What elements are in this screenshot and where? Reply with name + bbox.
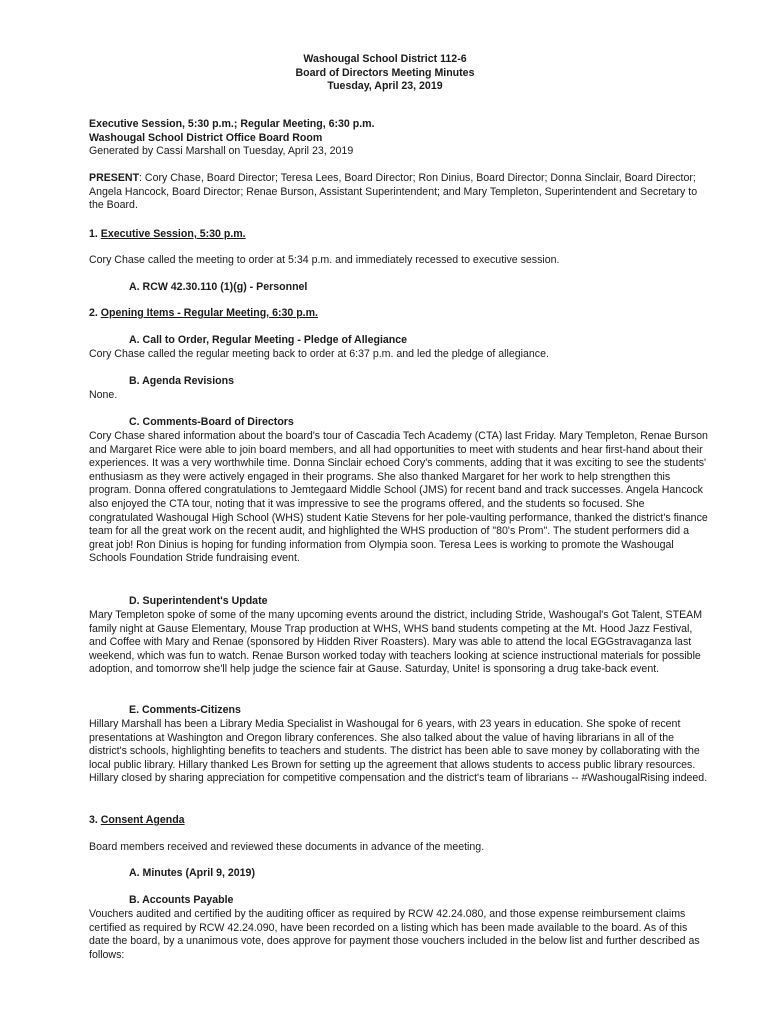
item-a-title: A. Call to Order, Regular Meeting - Pledge of Allegiance — [129, 334, 408, 346]
section-title: Opening Items - Regular Meeting, 6:30 p.m. — [100, 307, 318, 319]
session-times: Executive Session, 5:30 p.m.; Regular Meeting, 6:30 p.m. — [89, 118, 375, 130]
section-3-heading — [89, 814, 709, 828]
item-d-body: Mary Templeton spoke of some of the many upcoming events around the district, including Stride, Washougal's Got Talent, STEAM family night at Gause Elementary, Mouse Trap production at WHS, WHS band students competing at the Mt. Hood Jazz Festival, and Coffee with Mary and Renae (sponsored by Hidden River Roasters). Mary was able to attend the local EGGstravaganza last weekend, which was fun to watch. Renae Burson worked today with teachers looking at science instructional materials for possible adoption, and tomorrow she'll help judge the science fair at Gause. Saturday, Unite! is sponsoring a drug take-back event. — [89, 609, 703, 676]
item-b-body: None. — [89, 389, 118, 401]
item-a-body: Cory Chase called the regular meeting back to order at 6:37 p.m. and led the pledge of allegiance. — [89, 348, 549, 360]
present-list: : Cory Chase, Board Director; Teresa Lees, Board Director; Ron Dinius, Board Director; Donna Sinclair, Board Director; Angela Hancock, Board Director; Renae Burson, Assistant Superintendent; and Mary Templeton, Superintendent and Secretary to the Board. — [89, 172, 698, 212]
item-e-title: E. Comments-Citizens — [129, 704, 241, 716]
section-title: Executive Session, 5:30 p.m. — [100, 228, 246, 240]
meeting-date: Tuesday, April 23, 2019 — [327, 80, 443, 93]
item-b-title: B. Agenda Revisions — [129, 375, 234, 387]
document-title: Board of Directors Meeting Minutes — [295, 66, 475, 79]
section-2-heading — [89, 307, 709, 321]
section-title: Consent Agenda — [100, 814, 185, 826]
item-c-body: Cory Chase shared information about the board's tour of Cascadia Tech Academy (CTA) last Friday. Mary Templeton, Renae Burson and Margaret Rice were able to join board members, and all had opportunities to meet with students and hear first-hand about their experiences. It was a very worthwhile time. Donna Sinclair echoed Cory's comments, adding that it was exciting to see the students' enthusiasm as they were actively engaged in their programs. She also thanked Margaret for her work to help strengthen this program. Donna offered congratulations to Jemtegaard Middle School (JMS) for recent band and track successes. Angela Hancock also enjoyed the CTA tour, noting that it was impressive to see the programs offered, and the students so focused. She congratulated Washougal High School (WHS) student Katie Stevens for her pole-vaulting performance, thanked the district's finance team for all the great work on the recent audit, and highlighted the WHS production of "80's Prom". The student performers did a great job! Ron Dinius is hoping for funding information from Olympia soon. Teresa Lees is working to promote the Washougal Schools Foundation Stride fundraising event. — [89, 430, 708, 565]
section-1-item-a: A. RCW 42.30.110 (1)(g) - Personnel — [129, 281, 308, 293]
section-1-body: Cory Chase called the meeting to order at 5:34 p.m. and immediately recessed to executive session. — [89, 254, 560, 266]
item-e-body: Hillary Marshall has been a Library Media Specialist in Washougal for 6 years, with 23 years in education. She spoke of recent presentations at Washington and Oregon library conferences. She also talked about the value of having librarians in all of the district's schools, highlighting benefits to teachers and students. The district has been able to save money by collaborating with the local public library. Hillary thanked Les Brown for setting up the agreement that allows students to access public library resources. Hillary closed by sharing appreciation for competitive compensation and the district's team of librarians -- #WashougalRising indeed. — [89, 718, 708, 785]
item-d-title: D. Superintendent's Update — [129, 595, 268, 607]
item-accounts-title: B. Accounts Payable — [129, 894, 234, 906]
item-accounts-body: Vouchers audited and certified by the auditing officer as required by RCW 42.24.080, and those expense reimbursement claims certified as required by RCW 42.24.090, have been recorded on a listing which has been made available to the board. As of this date the board, by a unanimous vote, does approve for payment those vouchers included in the below list and further described as follows: — [89, 908, 700, 961]
district-name: Washougal School District 112-6 — [303, 53, 467, 65]
item-minutes-title: A. Minutes (April 9, 2019) — [129, 867, 255, 879]
section-number: 2. — [89, 307, 101, 319]
section-3-body: Board members received and reviewed these documents in advance of the meeting. — [89, 841, 485, 853]
present-label: PRESENT — [89, 172, 140, 184]
document-header — [0, 53, 770, 94]
session-location: Washougal School District Office Board Room — [89, 131, 323, 144]
session-info — [89, 118, 709, 159]
generated-by: Generated by Cassi Marshall on Tuesday, April 23, 2019 — [89, 145, 354, 158]
item-c-title: C. Comments-Board of Directors — [129, 416, 294, 428]
present-paragraph — [89, 172, 709, 213]
section-number: 1. — [89, 228, 101, 240]
section-1-heading — [89, 228, 709, 242]
section-number: 3. — [89, 814, 101, 826]
